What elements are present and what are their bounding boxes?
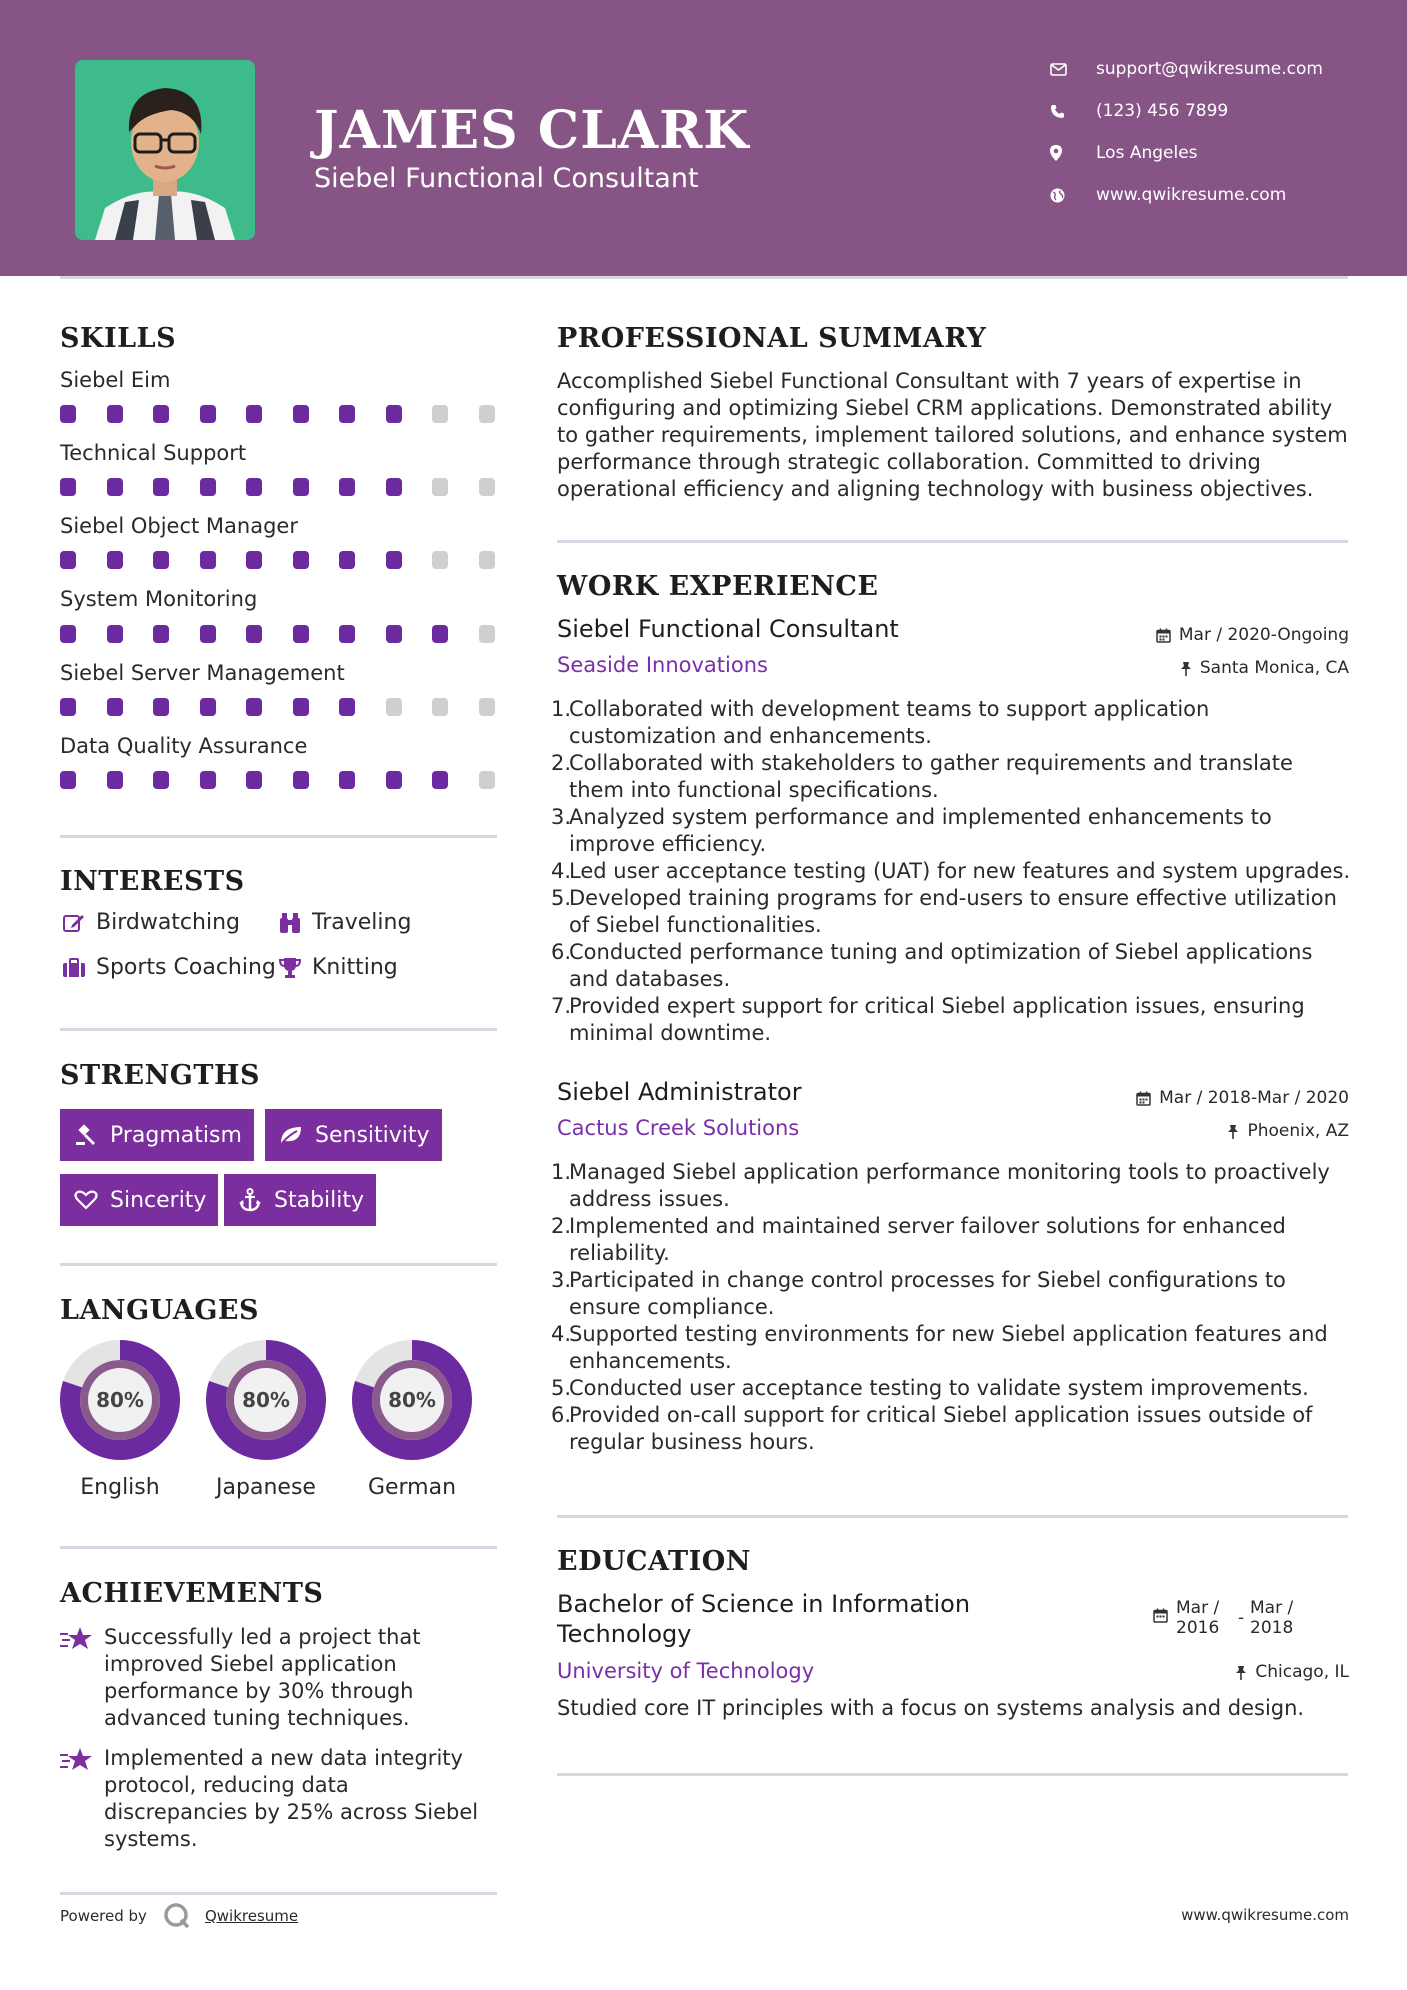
brand-link[interactable]: Qwikresume bbox=[204, 1907, 299, 1925]
skill-dot bbox=[386, 551, 402, 569]
achievements-divider bbox=[60, 1892, 497, 1895]
job-title: Siebel Administrator bbox=[557, 1078, 802, 1106]
strength-label: Sincerity bbox=[110, 1187, 207, 1213]
language-donut bbox=[58, 1338, 182, 1462]
anchor-icon bbox=[236, 1188, 264, 1212]
contact-website[interactable] bbox=[1050, 180, 1380, 210]
job-bullet: 2. Collaborated with stakeholders to gather requirements and translate them into functional specifications. bbox=[551, 751, 1293, 802]
skill-rating bbox=[60, 625, 500, 645]
skill-dot bbox=[479, 771, 495, 789]
strengths-title: STRENGTHS bbox=[60, 1060, 260, 1091]
job-location-text: Phoenix, AZ bbox=[1247, 1121, 1349, 1141]
summary-title: PROFESSIONAL SUMMARY bbox=[557, 323, 987, 354]
skill-name: Data Quality Assurance bbox=[60, 734, 308, 758]
profile-photo bbox=[75, 60, 255, 240]
school-name: University of Technology bbox=[557, 1659, 815, 1683]
language-ring bbox=[350, 1338, 474, 1466]
skill-dot bbox=[479, 698, 495, 716]
skill-dot bbox=[107, 698, 123, 716]
skill-dot bbox=[432, 551, 448, 569]
job-bullet: 1. Managed Siebel application performance monitoring tools to proactively address issues. bbox=[551, 1160, 1330, 1211]
envelope-icon bbox=[1050, 58, 1080, 80]
company-name: Cactus Creek Solutions bbox=[557, 1116, 800, 1140]
skill-dot bbox=[200, 625, 216, 643]
pushpin-icon bbox=[1235, 1665, 1247, 1680]
company-name: Seaside Innovations bbox=[557, 653, 768, 677]
education-end-line-2: 2018 bbox=[1250, 1618, 1294, 1638]
education-location-text: Chicago, IL bbox=[1255, 1662, 1349, 1682]
skill-dot bbox=[432, 405, 448, 423]
strength-badge bbox=[224, 1174, 376, 1226]
location-text: Los Angeles bbox=[1096, 143, 1198, 163]
job-bullet: 5. Conducted user acceptance testing to validate system improvements. bbox=[551, 1376, 1309, 1400]
qwikresume-logo-icon bbox=[163, 1902, 191, 1930]
website-text[interactable]: www.qwikresume.com bbox=[1096, 185, 1287, 205]
strengths-divider bbox=[60, 1263, 497, 1266]
date-separator: - bbox=[1238, 1608, 1245, 1628]
strength-label: Stability bbox=[274, 1187, 365, 1213]
job-bullet: 4. Led user acceptance testing (UAT) for new features and system upgrades. bbox=[551, 859, 1351, 883]
job-bullets bbox=[551, 1159, 1351, 1456]
skill-dot bbox=[339, 551, 355, 569]
skill-dot bbox=[386, 478, 402, 496]
calendar-icon bbox=[1153, 1608, 1168, 1628]
education-dates bbox=[1153, 1598, 1312, 1638]
skill-dot bbox=[293, 698, 309, 716]
star-icon bbox=[60, 1745, 104, 1853]
job-dates-text: Mar / 2018-Mar / 2020 bbox=[1159, 1088, 1349, 1108]
skill-rating bbox=[60, 405, 500, 425]
skills-title: SKILLS bbox=[60, 323, 177, 354]
skill-dot bbox=[200, 771, 216, 789]
job-dates-text: Mar / 2020-Ongoing bbox=[1178, 625, 1349, 645]
pushpin-icon bbox=[1227, 1124, 1239, 1139]
email-text[interactable]: support@qwikresume.com bbox=[1096, 59, 1323, 79]
trophy-icon bbox=[276, 957, 304, 979]
skill-dot bbox=[246, 551, 262, 569]
languages-title: LANGUAGES bbox=[60, 1295, 259, 1326]
job-bullet: 5. Developed training programs for end-users to ensure effective utilization of Siebel functionalities. bbox=[551, 886, 1337, 937]
skill-dot bbox=[386, 625, 402, 643]
job-bullet: 7. Provided expert support for critical Siebel application issues, ensuring minimal downtime. bbox=[551, 994, 1305, 1045]
skill-dot bbox=[107, 771, 123, 789]
interest-label: Knitting bbox=[312, 955, 398, 980]
briefcase-icon bbox=[60, 958, 88, 978]
skill-dot bbox=[293, 478, 309, 496]
experience-divider bbox=[557, 1515, 1348, 1518]
skill-dot bbox=[246, 478, 262, 496]
interests-title: INTERESTS bbox=[60, 866, 245, 897]
job-location-text: Santa Monica, CA bbox=[1199, 658, 1349, 678]
language-ring bbox=[58, 1338, 182, 1466]
education-divider bbox=[557, 1773, 1348, 1776]
interest-item bbox=[276, 955, 398, 980]
map-pin-icon bbox=[1050, 142, 1080, 164]
skill-dot bbox=[339, 771, 355, 789]
job-bullet: 3. Analyzed system performance and implemented enhancements to improve efficiency. bbox=[551, 805, 1272, 856]
skill-name: Technical Support bbox=[60, 441, 247, 465]
skill-dot bbox=[107, 405, 123, 423]
skill-dot bbox=[60, 551, 76, 569]
skill-rating bbox=[60, 478, 500, 498]
skill-dot bbox=[60, 405, 76, 423]
skill-dot bbox=[60, 698, 76, 716]
skill-dot bbox=[386, 771, 402, 789]
calendar-icon bbox=[1136, 1091, 1151, 1106]
interests-divider bbox=[60, 1028, 497, 1031]
degree-line-1: Bachelor of Science in Information bbox=[557, 1590, 971, 1618]
language-percent-label: 80% bbox=[388, 1388, 436, 1412]
skill-dot bbox=[479, 551, 495, 569]
experience-title: WORK EXPERIENCE bbox=[557, 571, 879, 602]
language-name: Japanese bbox=[216, 1475, 316, 1500]
skill-dot bbox=[479, 478, 495, 496]
skill-dot bbox=[432, 698, 448, 716]
language-percent-label: 80% bbox=[242, 1388, 290, 1412]
skill-dot bbox=[200, 478, 216, 496]
phone-icon bbox=[1050, 100, 1080, 122]
skill-dot bbox=[246, 698, 262, 716]
skill-dot bbox=[153, 625, 169, 643]
strength-label: Sensitivity bbox=[315, 1122, 430, 1148]
interest-item bbox=[276, 910, 411, 935]
skill-dot bbox=[386, 698, 402, 716]
job-bullet: 1. Collaborated with development teams to support application customization and enhancements. bbox=[551, 697, 1210, 748]
language-ring bbox=[204, 1338, 328, 1466]
job-bullet: 4. Supported testing environments for new Siebel application features and enhancements. bbox=[551, 1322, 1328, 1373]
interest-label: Sports Coaching bbox=[96, 955, 276, 980]
job-bullet: 6. Provided on-call support for critical Siebel application issues outside of regular business hours. bbox=[551, 1403, 1313, 1454]
footer-website[interactable]: www.qwikresume.com bbox=[1181, 1906, 1349, 1924]
binoculars-icon bbox=[276, 912, 304, 934]
education-location bbox=[1235, 1662, 1349, 1682]
job-bullet: 2. Implemented and maintained server failover solutions for enhanced reliability. bbox=[551, 1214, 1286, 1265]
calendar-icon bbox=[1156, 628, 1171, 643]
skill-rating bbox=[60, 551, 500, 571]
star-icon bbox=[60, 1624, 104, 1732]
language-donut bbox=[350, 1338, 474, 1462]
job-dates bbox=[1156, 625, 1349, 645]
job-bullets bbox=[551, 696, 1351, 1047]
skill-dot bbox=[153, 478, 169, 496]
education-description: Studied core IT principles with a focus on systems analysis and design. bbox=[557, 1696, 1305, 1720]
skill-dot bbox=[246, 625, 262, 643]
edit-icon bbox=[60, 913, 88, 933]
achievement-item bbox=[60, 1745, 490, 1853]
skill-dot bbox=[153, 771, 169, 789]
summary-divider bbox=[557, 540, 1348, 543]
achievements-title: ACHIEVEMENTS bbox=[60, 1578, 324, 1609]
skill-dot bbox=[339, 625, 355, 643]
skill-dot bbox=[153, 405, 169, 423]
profile-photo-image bbox=[75, 60, 255, 240]
candidate-name: JAMES CLARK bbox=[314, 100, 750, 161]
skill-dot bbox=[153, 698, 169, 716]
skill-dot bbox=[200, 405, 216, 423]
skill-rating bbox=[60, 698, 500, 718]
skill-dot bbox=[107, 551, 123, 569]
pushpin-icon bbox=[1180, 661, 1192, 676]
skill-dot bbox=[153, 551, 169, 569]
education-title: EDUCATION bbox=[557, 1546, 751, 1577]
powered-by bbox=[60, 1902, 298, 1930]
skill-dot bbox=[60, 771, 76, 789]
languages-divider bbox=[60, 1546, 497, 1549]
contact-location bbox=[1050, 138, 1380, 168]
strength-badge bbox=[60, 1109, 254, 1161]
language-name: German bbox=[367, 1475, 457, 1500]
education-end-line-1: Mar / bbox=[1250, 1598, 1294, 1618]
gavel-icon bbox=[72, 1124, 100, 1146]
skill-rating bbox=[60, 771, 500, 791]
skill-dot bbox=[246, 771, 262, 789]
achievement-text: Implemented a new data integrity protocol, reducing data discrepancies by 25% across Siebel systems. bbox=[104, 1746, 479, 1851]
language-name: English bbox=[80, 1475, 160, 1500]
header-divider bbox=[60, 276, 1348, 279]
interest-item bbox=[60, 910, 240, 935]
skill-name: Siebel Eim bbox=[60, 368, 171, 392]
interest-label: Birdwatching bbox=[96, 910, 240, 935]
strength-badge bbox=[265, 1109, 442, 1161]
job-location bbox=[1227, 1121, 1349, 1141]
skill-dot bbox=[432, 478, 448, 496]
achievement-text: Successfully led a project that improved Siebel application performance by 30% through advanced tuning techniques. bbox=[104, 1625, 421, 1730]
skill-dot bbox=[432, 771, 448, 789]
skill-dot bbox=[107, 625, 123, 643]
degree-line-2: Technology bbox=[557, 1620, 692, 1648]
contact-email[interactable] bbox=[1050, 54, 1380, 84]
interest-item bbox=[60, 955, 276, 980]
job-location bbox=[1180, 658, 1349, 678]
skill-dot bbox=[386, 405, 402, 423]
resume-header bbox=[0, 0, 1407, 276]
skill-dot bbox=[339, 478, 355, 496]
skill-name: System Monitoring bbox=[60, 587, 258, 611]
skill-name: Siebel Object Manager bbox=[60, 514, 298, 538]
interest-label: Traveling bbox=[312, 910, 412, 935]
skill-dot bbox=[293, 625, 309, 643]
achievement-item bbox=[60, 1624, 490, 1732]
skill-dot bbox=[293, 405, 309, 423]
skill-dot bbox=[479, 405, 495, 423]
skill-dot bbox=[432, 625, 448, 643]
skill-dot bbox=[293, 551, 309, 569]
skill-dot bbox=[60, 478, 76, 496]
strength-badge bbox=[60, 1174, 218, 1226]
heart-icon bbox=[72, 1190, 100, 1210]
job-title: Siebel Functional Consultant bbox=[557, 615, 899, 643]
skills-divider bbox=[60, 835, 497, 838]
job-bullet: 6. Conducted performance tuning and optimization of Siebel applications and databases. bbox=[551, 940, 1313, 991]
skill-dot bbox=[200, 551, 216, 569]
leaf-icon bbox=[277, 1125, 305, 1145]
skill-dot bbox=[200, 698, 216, 716]
skill-dot bbox=[479, 625, 495, 643]
phone-text[interactable]: (123) 456 7899 bbox=[1096, 101, 1229, 121]
language-donut bbox=[204, 1338, 328, 1462]
strength-label: Pragmatism bbox=[110, 1122, 242, 1148]
education-start-line-2: 2016 bbox=[1176, 1618, 1220, 1638]
skill-dot bbox=[293, 771, 309, 789]
contact-phone[interactable] bbox=[1050, 96, 1380, 126]
job-bullet: 3. Participated in change control processes for Siebel configurations to ensure compliance. bbox=[551, 1268, 1286, 1319]
skill-dot bbox=[107, 478, 123, 496]
skill-dot bbox=[339, 405, 355, 423]
skill-dot bbox=[60, 625, 76, 643]
candidate-role: Siebel Functional Consultant bbox=[314, 163, 699, 194]
powered-by-label: Powered by bbox=[60, 1907, 147, 1925]
skill-name: Siebel Server Management bbox=[60, 661, 345, 685]
summary-text: Accomplished Siebel Functional Consultant with 7 years of expertise in configuring and optimizing Siebel CRM applications. Demonstrated ability to gather requirements, implement tailored solutions, and enhance system performance through strategic collaboration. Committed to driving operational efficiency and aligning technology with business objectives. bbox=[557, 369, 1348, 501]
globe-icon bbox=[1050, 184, 1080, 206]
skill-dot bbox=[246, 405, 262, 423]
language-percent-label: 80% bbox=[96, 1388, 144, 1412]
education-start-line-1: Mar / bbox=[1176, 1598, 1220, 1618]
skill-dot bbox=[339, 698, 355, 716]
job-dates bbox=[1136, 1088, 1349, 1108]
